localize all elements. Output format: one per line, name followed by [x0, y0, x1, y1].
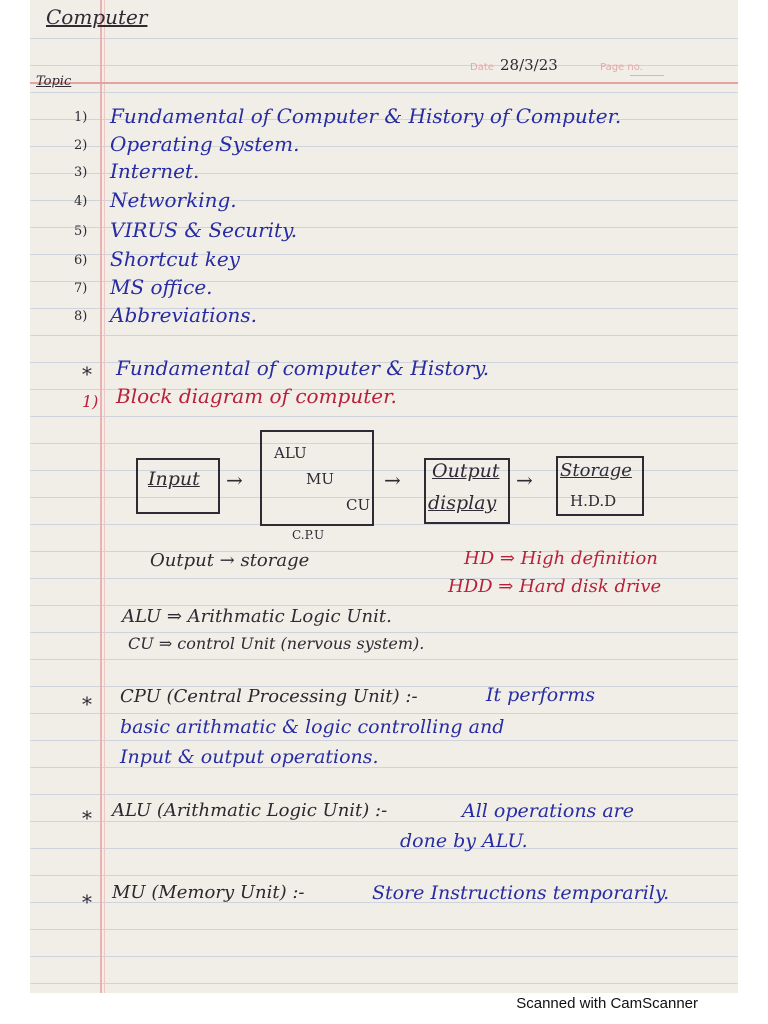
topic-label: Topic — [36, 74, 72, 89]
list-item-text: VIRUS & Security. — [110, 218, 298, 242]
scanner-watermark: Scanned with CamScanner — [516, 995, 698, 1012]
list-item-text: Fundamental of Computer & History of Computer. — [110, 104, 622, 128]
list-item-number: 2) — [74, 138, 88, 153]
cpu-desc: basic arithmatic & logic controlling and — [120, 716, 505, 738]
note-alu: ALU ⇒ Arithmatic Logic Unit. — [122, 606, 392, 627]
note-hdd: HDD ⇒ Hard disk drive — [448, 576, 662, 597]
storage-label-line1: Storage — [560, 460, 632, 481]
alu-label: ALU — [274, 444, 307, 462]
subsection-heading: Block diagram of computer. — [116, 384, 397, 408]
alu-desc: done by ALU. — [400, 830, 528, 852]
cpu-term: CPU (Central Processing Unit) :- — [120, 686, 418, 707]
note-cu: CU ⇒ control Unit (nervous system). — [128, 634, 425, 653]
date-label: Date — [470, 62, 494, 73]
page-no-label: Page no. — [600, 62, 643, 73]
margin-line-inner — [104, 0, 105, 993]
cpu-desc: Input & output operations. — [120, 746, 379, 768]
alu-term: ALU (Arithmatic Logic Unit) :- — [112, 800, 388, 821]
arrow: → — [226, 468, 243, 492]
list-item-number: 3) — [74, 165, 88, 180]
page-title: Computer — [46, 5, 148, 29]
section-heading: Fundamental of computer & History. — [116, 356, 490, 380]
list-item-number: 5) — [74, 224, 88, 239]
list-item-text: Shortcut key — [110, 247, 240, 271]
output-label-line1: Output — [432, 460, 500, 482]
list-item-text: Operating System. — [110, 132, 300, 156]
cpu-caption: C.P.U — [292, 528, 325, 542]
alu-desc: All operations are — [462, 800, 635, 822]
margin-line — [100, 0, 102, 993]
list-item-number: 7) — [74, 281, 88, 296]
mu-desc: Store Instructions temporarily. — [372, 882, 670, 904]
list-item-text: MS office. — [110, 275, 213, 299]
mu-term: MU (Memory Unit) :- — [112, 882, 305, 903]
note-hd: HD ⇒ High definition — [464, 548, 658, 569]
storage-label-line2: H.D.D — [570, 492, 617, 510]
list-item-number: 1) — [74, 110, 88, 125]
bullet: * — [82, 890, 92, 914]
date-value: 28/3/23 — [500, 56, 558, 74]
scanner-footer — [0, 993, 768, 1024]
bullet: * — [82, 362, 92, 386]
input-label: Input — [148, 468, 200, 490]
list-item-number: 4) — [74, 194, 88, 209]
mu-label: MU — [306, 470, 335, 488]
output-label-line2: display — [428, 492, 497, 514]
list-item-number: 8) — [74, 309, 88, 324]
list-item-text: Networking. — [110, 188, 237, 212]
subsection-number: 1) — [82, 392, 99, 411]
page-no-line — [630, 75, 664, 76]
bullet: * — [82, 692, 92, 716]
arrow: → — [516, 468, 533, 492]
cpu-desc: It performs — [486, 684, 595, 706]
list-item-number: 6) — [74, 253, 88, 268]
list-item-text: Abbreviations. — [110, 303, 258, 327]
cu-label: CU — [346, 496, 371, 514]
list-item-text: Internet. — [110, 159, 200, 183]
note-output-storage: Output → storage — [150, 550, 310, 571]
header-rule — [30, 82, 738, 84]
bullet: * — [82, 806, 92, 830]
notebook-page — [30, 0, 738, 993]
arrow: → — [384, 468, 401, 492]
